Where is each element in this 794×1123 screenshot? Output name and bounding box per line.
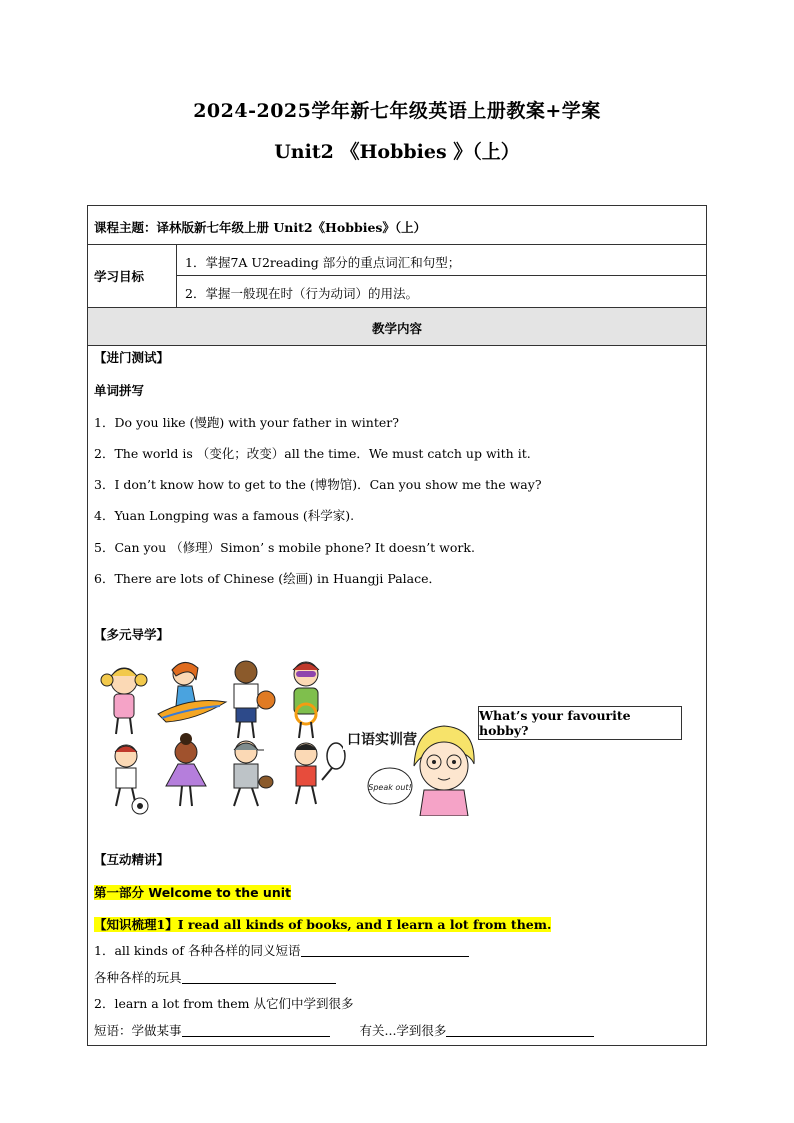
hobbies-illustration <box>96 656 476 816</box>
kid-surfer-icon <box>158 662 226 722</box>
objective-item: 2．掌握一般现在时（行为动词）的用法。 <box>185 286 418 301</box>
part-label <box>94 883 291 901</box>
document-title: 2024-2025学年新七年级英语上册教案+学案 <box>193 100 601 122</box>
exercise-line-1 <box>94 941 469 959</box>
knowledge-point-text: 【知识梳理1】I read all kinds of books, and I learn a lot from them. <box>94 917 552 932</box>
kid-swimmer-icon <box>293 662 319 738</box>
exercise-line-2 <box>94 968 336 986</box>
lesson-table <box>87 205 707 1046</box>
knowledge-point <box>94 915 551 933</box>
exercise-text: 短语：学做某事 <box>94 1023 182 1038</box>
objective-item: 1．掌握7A U2reading 部分的重点词汇和句型； <box>185 255 461 270</box>
answer-blank[interactable] <box>446 1024 594 1037</box>
spelling-subheading: 单词拼写 <box>94 383 145 398</box>
speak-out-label: Speak out! <box>368 783 412 792</box>
kid-tennis-icon <box>295 743 345 804</box>
test-item: 1．Do you like (慢跑) with your father in winter? <box>94 415 399 430</box>
exercise-line-3: 2．learn a lot from them 从它们中学到很多 <box>94 996 354 1011</box>
exercise-text: 1．all kinds of 各种各样的同义短语 <box>94 943 301 958</box>
objectives-label: 学习目标 <box>94 269 145 284</box>
test-item: 6．There are lots of Chinese (绘画) in Huangji Palace． <box>94 571 441 586</box>
content-header: 教学内容 <box>371 321 422 336</box>
answer-blank[interactable] <box>301 944 469 957</box>
speech-bubble: What’s your favourite hobby? <box>478 706 682 740</box>
exercise-line-4 <box>94 1021 594 1039</box>
kid-soccer-icon <box>115 745 148 814</box>
document-subtitle: Unit2 《Hobbies 》（上） <box>274 141 520 163</box>
part-label-text: 第一部分 Welcome to the unit <box>94 885 291 900</box>
kid-dancer-icon <box>166 733 206 806</box>
content-header-row <box>88 308 706 346</box>
answer-blank[interactable] <box>182 1024 330 1037</box>
topic-row <box>88 206 706 245</box>
test-item: 5．Can you （修理）Simon’ s mobile phone? It doesn’t work. <box>94 540 475 555</box>
interactive-heading: 【互动精讲】 <box>94 852 170 867</box>
test-item: 2．The world is （变化；改变）all the time．We must catch up with it. <box>94 446 531 461</box>
kid-girl-pigtails-icon <box>101 668 147 734</box>
objectives-row <box>88 245 706 308</box>
objective-cell <box>177 276 706 307</box>
guide-heading: 【多元导学】 <box>94 627 170 642</box>
exercise-text: 各种各样的玩具 <box>94 970 182 985</box>
course-topic: 课程主题：译林版新七年级上册 Unit2《Hobbies》（上） <box>94 220 427 235</box>
test-item: 4．Yuan Longping was a famous (科学家). <box>94 508 355 523</box>
exercise-text: 有关...学到很多 <box>359 1023 447 1038</box>
answer-blank[interactable] <box>182 971 336 984</box>
speaking-badge-icon <box>343 728 421 750</box>
entry-test-heading: 【进门测试】 <box>94 350 170 365</box>
kid-baseball-icon <box>234 741 273 806</box>
test-item: 3．I don’t know how to get to the (博物馆)．Can you show me the way? <box>94 477 542 492</box>
badge-text: 口语实训营 <box>347 732 417 748</box>
objective-cell <box>177 245 706 276</box>
kid-basketball-icon <box>234 661 275 738</box>
